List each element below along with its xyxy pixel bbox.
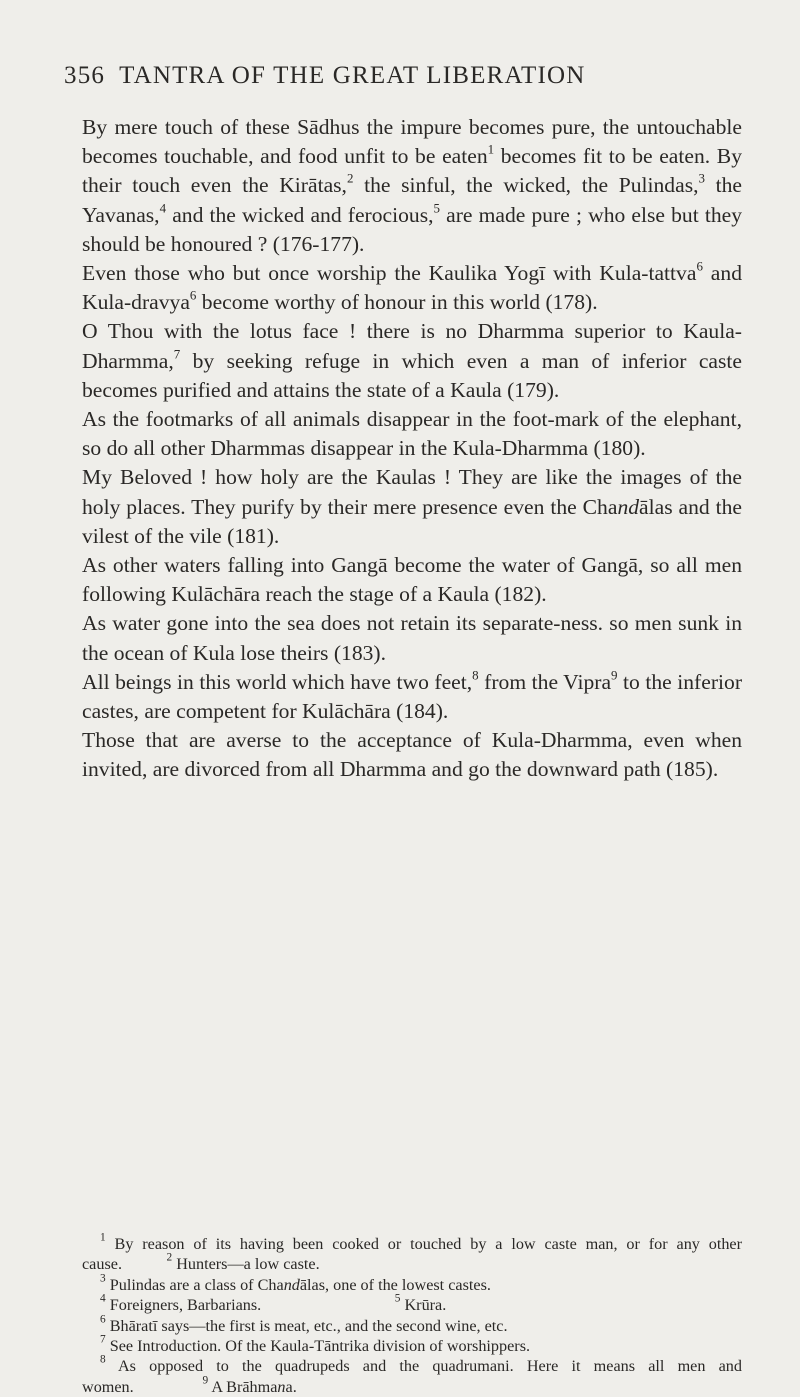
text-run: the sinful, the wicked, the Pulindas, (353, 173, 699, 198)
text-run: and the wicked and ferocious, (166, 202, 434, 227)
text-run: the Yavanas, (82, 173, 742, 227)
footnote-text: Foreigners, Barbarians. (105, 1296, 262, 1315)
paragraph-182: As other waters falling into Gangā become the water of Gangā, so all men following Kulāchāra reach the stage of a Kaula (182). (82, 553, 742, 607)
paragraph-179 (82, 317, 742, 405)
paragraph-176-177 (82, 113, 742, 259)
text-run: by seeking refuge in which even a man of inferior caste becomes purified and attains the state of a Kaula (179). (82, 348, 742, 402)
footnote-text: ālas, one of the lowest castes. (299, 1275, 491, 1294)
text-run: All beings in this world which have two feet, (82, 669, 473, 694)
footnote-number: 1 (100, 1231, 106, 1244)
footnote-number: 7 (100, 1333, 106, 1346)
text-run: and Kula-dravya (82, 261, 742, 315)
text-run: are made pure ; who else but they should be honoured ? (176-177). (82, 202, 743, 256)
text-run: from the Vipra (478, 669, 612, 694)
footnote-number: 8 (100, 1353, 106, 1366)
paragraph-178 (82, 259, 742, 317)
footnote-ref: 4 (159, 199, 167, 215)
paragraph-184 (82, 668, 742, 726)
paragraph-180: As the footmarks of all animals disappear in the foot-mark of the elephant, so do all other Dharmmas disappear in the Kula-Dharmma (180). (82, 407, 742, 461)
text-run: become worthy of honour in this world (178). (196, 290, 598, 315)
footnotes (82, 1231, 742, 1397)
footnote-7 (82, 1333, 742, 1356)
footnote-6 (82, 1313, 742, 1336)
paragraph-185: Those that are averse to the acceptance of Kula-Dharmma, even when invited, are divorced from all Dharmma and go the downward path (185). (82, 728, 742, 782)
running-title: TANTRA OF THE GREAT LIBERATION (119, 62, 586, 89)
footnote-ref: 6 (696, 258, 703, 274)
footnote-ref: 8 (472, 667, 479, 683)
footnote-9-text: a. (285, 1377, 297, 1396)
footnote-number: 2 (166, 1251, 173, 1264)
page-number: 356 (64, 62, 106, 89)
italic-run: nd (617, 494, 640, 519)
footnote-5-text: Krūra. (400, 1296, 447, 1315)
text-run: O Thou with the lotus face ! there is no Dharmma superior to Kaula-Dharmma, (82, 319, 742, 373)
footnote-text: Bhāratī says—the first is meat, etc., and the second wine, etc. (105, 1316, 508, 1335)
footnote-9-text: A Brāhma (208, 1377, 278, 1396)
text-run: By mere touch of these Sādhus the impure becomes pure, the untouchable becomes touchable, and food unfit to be eaten (82, 115, 742, 169)
footnote-ref: 1 (487, 141, 495, 157)
text-run: becomes fit to be eaten. By their touch even the Kirātas, (82, 144, 742, 198)
paragraph-181 (82, 463, 742, 551)
footnote-ref: 7 (173, 345, 181, 361)
footnote-number: 6 (100, 1313, 106, 1326)
text-run: to the inferior castes, are competent for Kulāchāra (184). (82, 669, 743, 724)
footnote-3 (82, 1272, 742, 1295)
footnote-text: By reason of its having been cooked or touched by a low caste man, or for any other cause. (82, 1235, 742, 1274)
footnote-1 (82, 1231, 742, 1275)
main-text (82, 113, 742, 785)
footnote-2-text: Hunters—a low caste. (172, 1255, 320, 1274)
footnote-number: 3 (100, 1272, 106, 1285)
footnote-text: See Introduction. Of the Kaula-Tāntrika division of worshippers. (105, 1337, 531, 1356)
text-run: Even those who but once worship the Kaulika Yogī with Kula-tattva (82, 261, 697, 286)
footnote-number: 5 (394, 1292, 401, 1305)
text-run: ālas and the vilest of the vile (181). (82, 494, 742, 548)
footnote-4 (82, 1292, 742, 1315)
footnote-ref: 9 (611, 667, 618, 683)
footnote-ref: 3 (698, 170, 705, 186)
footnote-ref: 2 (346, 170, 354, 186)
footnote-number: 9 (202, 1374, 209, 1387)
italic-run: n (277, 1377, 286, 1396)
footnote-number: 4 (100, 1292, 106, 1305)
footnote-ref: 5 (433, 199, 441, 215)
footnote-text: Pulindas are a class of Cha (105, 1275, 284, 1294)
footnote-ref: 6 (189, 287, 197, 303)
footnote-8 (82, 1353, 742, 1397)
text-run: My Beloved ! how holy are the Kaulas ! They are like the images of the holy places. They purify by their mere presence even the Cha (82, 465, 742, 519)
paragraph-183: As water gone into the sea does not retain its separate-ness. so men sunk in the ocean of Kula lose theirs (183). (82, 611, 742, 665)
italic-run: nd (283, 1275, 300, 1294)
running-header (64, 62, 744, 90)
footnote-text: As opposed to the quadrupeds and the quadrumani. Here it means all men and women. (82, 1357, 742, 1396)
